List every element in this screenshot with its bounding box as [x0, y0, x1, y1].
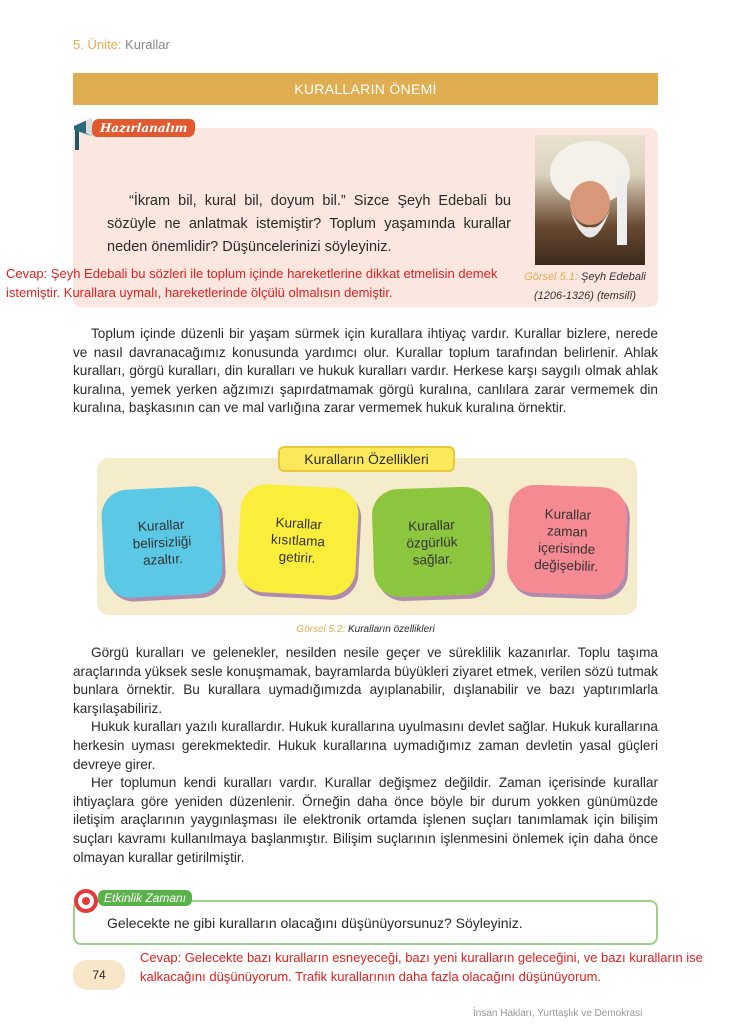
figure-label: Görsel 5.1: — [524, 271, 578, 283]
feature-card — [371, 486, 493, 598]
feature-text: Kurallar özgürlük sağlar. — [406, 516, 458, 568]
paragraphs-2 — [73, 644, 658, 867]
activity-question: Gelecekte ne gibi kuralların olacağını düşünüyorsunuz? Söyleyiniz. — [107, 915, 523, 931]
unit-label: 5. Ünite: — [73, 37, 122, 52]
activity-badge: Etkinlik Zamanı — [98, 890, 192, 906]
section-title: KURALLARIN ÖNEMİ — [73, 73, 658, 105]
paragraph-text: Görgü kuralları ve gelenekler, nesilden nesile geçer ve süreklilik kazanırlar. Toplu taşıma araçlarında yüksek sesle konuşmamak, bayramlarda büyükleri ziyaret etmek, verilen sözü tutmak bunlara örnektir. Bu kurallara uymadığımızda ayıplanabilir, dışlanabilir ve bazı yaptırımlarla karşılaşabiliriz. — [73, 645, 658, 716]
figure-label: Görsel 5.2: — [296, 624, 346, 635]
paragraph-1 — [73, 325, 658, 418]
portrait-image — [535, 135, 645, 265]
features-title: Kuralların Özellikleri — [278, 446, 455, 472]
feature-card — [100, 485, 223, 599]
unit-name: Kurallar — [125, 37, 170, 52]
figure-caption-1 — [520, 268, 650, 306]
target-icon — [73, 888, 99, 914]
figure-name: Kuralların özellikleri — [348, 624, 435, 635]
page-number: 74 — [73, 960, 125, 990]
megaphone-icon — [72, 114, 94, 150]
figure-name: Şeyh Edebali — [581, 271, 646, 283]
prepare-badge: Hazırlanalım — [91, 119, 196, 137]
feature-text: Kurallar kısıtlama getirir. — [270, 514, 326, 566]
paragraph-text: Toplum içinde düzenli bir yaşam sürmek için kurallara ihtiyaç vardır. Kurallar bizlere, nerede ve nasıl davranacağımız konusunda yardımcı olur. Kurallar toplum tarafından belirlenir. Ahlak kuralları, görgü kuralları, din kuralları ve hukuk kuralları vardır. Herkese karşı saygılı olmak ahlak kuralına, yemek yerken ağzımızı şapırdatmamak görgü kuralına, canlılara zarar vermemek din kuralına, başkasının can ve mal varlığına zarar vermemek hukuk kuralına örnektir. — [73, 326, 658, 416]
feature-text: Kurallar belirsizliği azaltır. — [132, 516, 192, 568]
feature-text: Kurallar zaman içerisinde değişebilir. — [533, 506, 599, 575]
prepare-question: “İkram bil, kural bil, doyum bil.” Sizce Şeyh Edebali bu sözüyle ne anlatmak istemiştir? Toplum yaşamında kurallar neden önemlidir? Düşüncelerinizi söyleyiniz. — [107, 193, 511, 255]
feature-card — [506, 484, 628, 596]
paragraph-text: Her toplumun kendi kuralları vardır. Kurallar değişmez değildir. Zaman içerisinde kurallar ihtiyaçlara göre yeniden düzenlenir. Örneğin daha önce böyle bir durum yokken günümüzde iletişim araçlarının yaygınlaşması ile elektronik ortamda işlenen suçları tanımlamak için bilişim suçları kavramı kullanılmaya başlanmıştır. Bilişim suçlarının işlenmesini önlemek için daha önce olmayan kurallar getirilmiştir. — [73, 775, 658, 865]
answer-2: Cevap: Gelecekte bazı kuralların esneyeceği, bazı yeni kuralların geleceğini, ve bazı kuralların ise kalkacağını düşünüyorum. Trafik kurallarının daha fazla olacağını düşünüyorum. — [140, 950, 703, 984]
figure-dates: (1206-1326) (temsilî) — [533, 290, 637, 302]
unit-header — [73, 37, 170, 52]
feature-card — [236, 483, 359, 597]
paragraph-text: Hukuk kuralları yazılı kurallardır. Hukuk kurallarına uyulmasını devlet sağlar. Hukuk kurallarına herkesin uyması gerekmektedir. Hukuk kurallarına uymadığımız zaman devletin yasal güçleri devreye girer. — [73, 719, 658, 772]
answer-1: Cevap: Şeyh Edebali bu sözleri ile toplum içinde hareketlerine dikkat etmelisin demek istemiştir. Kurallara uymalı, hareketlerinde ölçülü olmalısın demiştir. — [6, 266, 498, 300]
figure-caption-2 — [73, 624, 658, 635]
book-title: İnsan Hakları, Yurttaşlık ve Demokrasi — [473, 1008, 643, 1019]
